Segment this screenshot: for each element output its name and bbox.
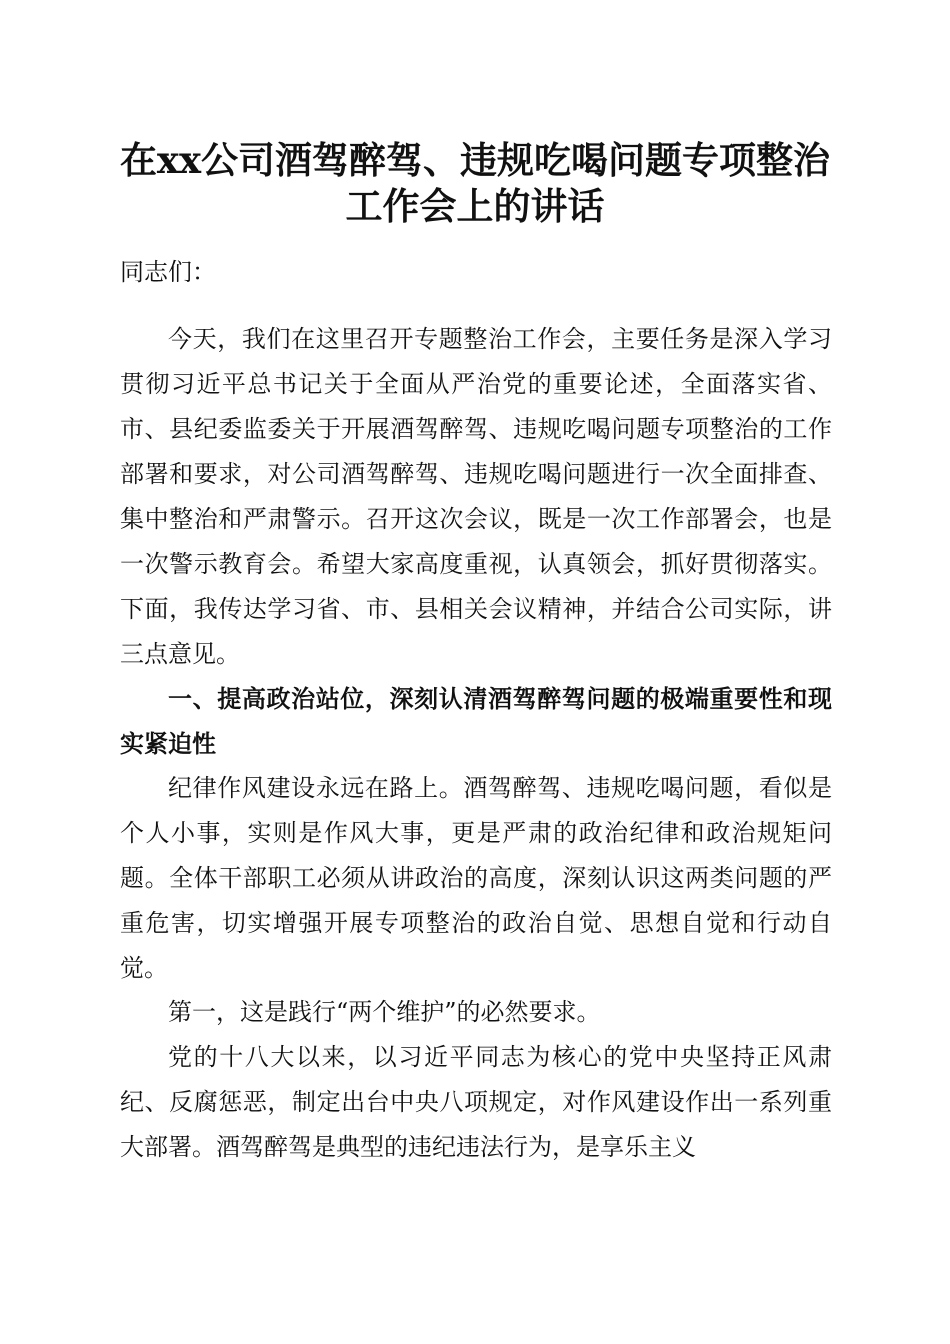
document-title-line-1: 在xx公司酒驾醉驾、违规吃喝问题专项整治 bbox=[119, 138, 831, 182]
section-1-heading: 一、提高政治站位，深刻认清酒驾醉驾问题的极端重要性和现实紧迫性 bbox=[120, 685, 832, 758]
document-title-line-2: 工作会上的讲话 bbox=[345, 184, 605, 228]
section-1-paragraph: 纪律作风建设永远在路上。酒驾醉驾、违规吃喝问题，看似是个人小事，实则是作风大事，更是严肃的政治纪律和政治规矩问题。全体干部职工必须从讲政治的高度，深刻认识这两类问题的严重危害，切实增强开展专项整治的政治自觉、思想自觉和行动自觉。 bbox=[120, 774, 832, 982]
salutation: 同志们： bbox=[120, 258, 216, 286]
point-1-heading: 第一，这是践行“两个维护”的必然要求。 bbox=[168, 998, 601, 1026]
intro-paragraph: 今天，我们在这里召开专题整治工作会，主要任务是深入学习贯彻习近平总书记关于全面从严治党的重要论述，全面落实省、市、县纪委监委关于开展酒驾醉驾、违规吃喝问题专项整治的工作部署和要求，对公司酒驾醉驾、违规吃喝问题进行一次全面排查、集中整治和严肃警示。召开这次会议，既是一次工作部署会，也是一次警示教育会。希望大家高度重视，认真领会，抓好贯彻落实。下面，我传达学习省、市、县相关会议精神，并结合公司实际，讲三点意见。 bbox=[120, 325, 832, 668]
point-1-paragraph: 党的十八大以来，以习近平同志为核心的党中央坚持正风肃纪、反腐惩恶，制定出台中央八项规定，对作风建设作出一系列重大部署。酒驾醉驾是典型的违纪违法行为，是享乐主义 bbox=[120, 1043, 832, 1161]
